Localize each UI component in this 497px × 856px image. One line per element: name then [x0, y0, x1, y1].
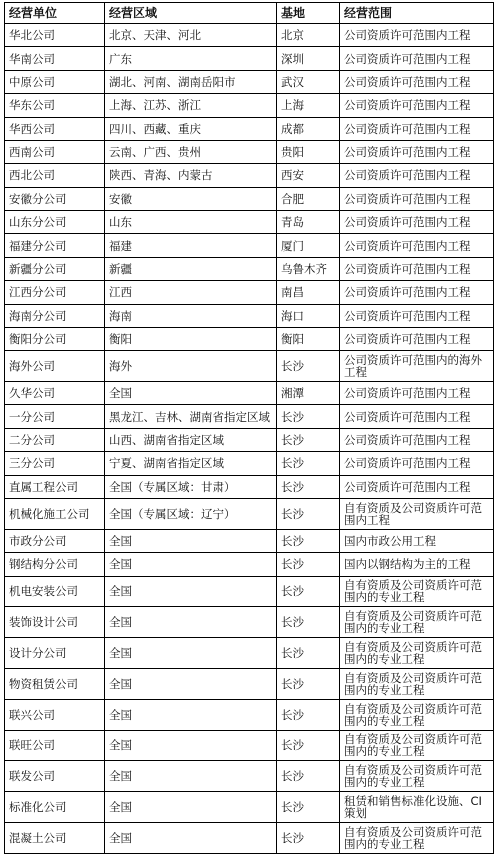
- cell-scope: 自有资质及公司资质许可范围内的专业工程: [340, 668, 494, 699]
- cell-scope: 国内以钢结构为主的工程: [340, 553, 494, 576]
- cell-region: 北京、天津、河北: [105, 24, 277, 47]
- cell-region: 山东: [105, 211, 277, 234]
- cell-scope: 公司资质许可范围内工程: [340, 187, 494, 210]
- cell-base: 深圳: [277, 47, 340, 70]
- cell-unit: 华西公司: [5, 117, 105, 140]
- cell-scope: 公司资质许可范围内工程: [340, 70, 494, 93]
- cell-region: 全国: [105, 761, 277, 792]
- table-row: [5, 792, 494, 823]
- header-scope: 经营范围: [340, 3, 494, 24]
- cell-region: 安徽: [105, 187, 277, 210]
- cell-unit: 联兴公司: [5, 699, 105, 730]
- cell-region: 宁夏、湖南省指定区域: [105, 452, 277, 475]
- cell-unit: 联发公司: [5, 761, 105, 792]
- cell-unit: 福建分公司: [5, 234, 105, 257]
- table-row: [5, 553, 494, 576]
- header-region: 经营区域: [105, 3, 277, 24]
- cell-unit: 机电安装公司: [5, 576, 105, 607]
- cell-scope: 自有资质及公司资质许可范围内工程: [340, 498, 494, 529]
- cell-unit: 西南公司: [5, 140, 105, 163]
- cell-scope: 公司资质许可范围内工程: [340, 234, 494, 257]
- cell-base: 长沙: [277, 576, 340, 607]
- cell-region: 海南: [105, 304, 277, 327]
- cell-unit: 联旺公司: [5, 730, 105, 761]
- cell-scope: 公司资质许可范围内工程: [340, 428, 494, 451]
- cell-region: 福建: [105, 234, 277, 257]
- cell-scope: 自有资质及公司资质许可范围内的专业工程: [340, 730, 494, 761]
- cell-region: 全国: [105, 553, 277, 576]
- cell-base: 上海: [277, 94, 340, 117]
- table-row: [5, 576, 494, 607]
- cell-base: 长沙: [277, 699, 340, 730]
- table-row: [5, 382, 494, 405]
- table-row: [5, 730, 494, 761]
- cell-scope: 自有资质及公司资质许可范围内的专业工程: [340, 699, 494, 730]
- cell-region: 四川、西藏、重庆: [105, 117, 277, 140]
- cell-base: 武汉: [277, 70, 340, 93]
- table-row: [5, 24, 494, 47]
- table-row: [5, 475, 494, 498]
- cell-base: 西安: [277, 164, 340, 187]
- cell-region: 山西、湖南省指定区域: [105, 428, 277, 451]
- cell-scope: 公司资质许可范围内工程: [340, 304, 494, 327]
- cell-region: 广东: [105, 47, 277, 70]
- cell-unit: 山东分公司: [5, 211, 105, 234]
- cell-unit: 华东公司: [5, 94, 105, 117]
- cell-base: 长沙: [277, 475, 340, 498]
- table-row: [5, 211, 494, 234]
- cell-region: 海外: [105, 351, 277, 382]
- cell-base: 南昌: [277, 281, 340, 304]
- cell-scope: 公司资质许可范围内工程: [340, 452, 494, 475]
- table-row: [5, 823, 494, 854]
- cell-region: 江西: [105, 281, 277, 304]
- cell-base: 长沙: [277, 452, 340, 475]
- cell-scope: 租赁和销售标准化设施、CI 策划: [340, 792, 494, 823]
- cell-region: 全国: [105, 382, 277, 405]
- cell-base: 乌鲁木齐: [277, 257, 340, 280]
- cell-base: 长沙: [277, 428, 340, 451]
- cell-base: 合肥: [277, 187, 340, 210]
- cell-scope: 公司资质许可范围内工程: [340, 94, 494, 117]
- table-row: [5, 607, 494, 638]
- cell-scope: 自有资质及公司资质许可范围内的专业工程: [340, 607, 494, 638]
- cell-unit: 西北公司: [5, 164, 105, 187]
- table-row: [5, 428, 494, 451]
- header-unit: 经营单位: [5, 3, 105, 24]
- cell-base: 长沙: [277, 553, 340, 576]
- table-row: [5, 187, 494, 210]
- cell-unit: 标准化公司: [5, 792, 105, 823]
- cell-base: 长沙: [277, 668, 340, 699]
- cell-scope: 公司资质许可范围内工程: [340, 405, 494, 428]
- cell-scope: 公司资质许可范围内工程: [340, 140, 494, 163]
- cell-region: 新疆: [105, 257, 277, 280]
- table-row: [5, 140, 494, 163]
- cell-base: 长沙: [277, 638, 340, 669]
- cell-region: 衡阳: [105, 327, 277, 350]
- cell-unit: 衡阳分公司: [5, 327, 105, 350]
- cell-scope: 自有资质及公司资质许可范围内的专业工程: [340, 761, 494, 792]
- cell-base: 长沙: [277, 823, 340, 854]
- cell-base: 长沙: [277, 792, 340, 823]
- cell-base: 长沙: [277, 730, 340, 761]
- cell-base: 青岛: [277, 211, 340, 234]
- cell-region: 全国: [105, 576, 277, 607]
- table-row: [5, 164, 494, 187]
- cell-base: 长沙: [277, 498, 340, 529]
- cell-unit: 久华公司: [5, 382, 105, 405]
- table-row: [5, 761, 494, 792]
- cell-scope: 公司资质许可范围内的海外工程: [340, 351, 494, 382]
- cell-region: 云南、广西、贵州: [105, 140, 277, 163]
- cell-region: 黑龙江、吉林、湖南省指定区域: [105, 405, 277, 428]
- cell-scope: 公司资质许可范围内工程: [340, 327, 494, 350]
- table-row: [5, 304, 494, 327]
- cell-base: 贵阳: [277, 140, 340, 163]
- cell-unit: 混凝土公司: [5, 823, 105, 854]
- cell-unit: 市政分公司: [5, 529, 105, 552]
- cell-base: 长沙: [277, 761, 340, 792]
- cell-scope: 公司资质许可范围内工程: [340, 475, 494, 498]
- table-row: [5, 94, 494, 117]
- table-row: [5, 234, 494, 257]
- cell-region: 全国: [105, 529, 277, 552]
- cell-region: 全国: [105, 823, 277, 854]
- cell-region: 全国: [105, 730, 277, 761]
- cell-region: 全国（专属区域：甘肃）: [105, 475, 277, 498]
- cell-region: 湖北、河南、湖南岳阳市: [105, 70, 277, 93]
- table-row: [5, 117, 494, 140]
- cell-scope: 公司资质许可范围内工程: [340, 257, 494, 280]
- cell-scope: 国内市政公用工程: [340, 529, 494, 552]
- cell-unit: 机械化施工公司: [5, 498, 105, 529]
- cell-base: 湘潭: [277, 382, 340, 405]
- cell-unit: 物资租赁公司: [5, 668, 105, 699]
- cell-unit: 三分公司: [5, 452, 105, 475]
- cell-base: 衡阳: [277, 327, 340, 350]
- cell-unit: 华南公司: [5, 47, 105, 70]
- cell-scope: 公司资质许可范围内工程: [340, 24, 494, 47]
- cell-region: 陕西、青海、内蒙古: [105, 164, 277, 187]
- table-row: [5, 452, 494, 475]
- cell-base: 成都: [277, 117, 340, 140]
- cell-base: 北京: [277, 24, 340, 47]
- cell-unit: 江西分公司: [5, 281, 105, 304]
- table-row: [5, 668, 494, 699]
- business-units-table: [4, 2, 494, 854]
- cell-unit: 中原公司: [5, 70, 105, 93]
- header-base: 基地: [277, 3, 340, 24]
- table-row: [5, 638, 494, 669]
- table-row: [5, 257, 494, 280]
- cell-unit: 设计分公司: [5, 638, 105, 669]
- cell-unit: 装饰设计公司: [5, 607, 105, 638]
- cell-base: 长沙: [277, 405, 340, 428]
- table-row: [5, 498, 494, 529]
- cell-scope: 公司资质许可范围内工程: [340, 211, 494, 234]
- cell-scope: 自有资质及公司资质许可范围内的专业工程: [340, 823, 494, 854]
- cell-base: 厦门: [277, 234, 340, 257]
- cell-region: 全国（专属区域：辽宁）: [105, 498, 277, 529]
- table-header-row: [5, 3, 494, 24]
- cell-scope: 公司资质许可范围内工程: [340, 117, 494, 140]
- cell-unit: 安徽分公司: [5, 187, 105, 210]
- cell-region: 全国: [105, 607, 277, 638]
- cell-scope: 公司资质许可范围内工程: [340, 281, 494, 304]
- cell-unit: 海南分公司: [5, 304, 105, 327]
- cell-unit: 二分公司: [5, 428, 105, 451]
- cell-unit: 一分公司: [5, 405, 105, 428]
- business-units-table-container: [4, 2, 493, 854]
- cell-unit: 海外公司: [5, 351, 105, 382]
- table-row: [5, 281, 494, 304]
- cell-region: 全国: [105, 638, 277, 669]
- cell-region: 全国: [105, 668, 277, 699]
- table-row: [5, 351, 494, 382]
- cell-base: 长沙: [277, 529, 340, 552]
- table-row: [5, 699, 494, 730]
- cell-base: 长沙: [277, 607, 340, 638]
- cell-region: 全国: [105, 792, 277, 823]
- cell-unit: 新疆分公司: [5, 257, 105, 280]
- cell-scope: 公司资质许可范围内工程: [340, 164, 494, 187]
- cell-scope: 公司资质许可范围内工程: [340, 47, 494, 70]
- table-row: [5, 70, 494, 93]
- cell-scope: 自有资质及公司资质许可范围内的专业工程: [340, 576, 494, 607]
- cell-unit: 直属工程公司: [5, 475, 105, 498]
- cell-unit: 钢结构分公司: [5, 553, 105, 576]
- cell-region: 上海、江苏、浙江: [105, 94, 277, 117]
- table-row: [5, 529, 494, 552]
- cell-scope: 自有资质及公司资质许可范围内的专业工程: [340, 638, 494, 669]
- cell-region: 全国: [105, 699, 277, 730]
- table-row: [5, 47, 494, 70]
- table-body: [5, 24, 494, 854]
- cell-unit: 华北公司: [5, 24, 105, 47]
- cell-base: 长沙: [277, 351, 340, 382]
- table-row: [5, 405, 494, 428]
- table-row: [5, 327, 494, 350]
- cell-base: 海口: [277, 304, 340, 327]
- cell-scope: 公司资质许可范围内工程: [340, 382, 494, 405]
